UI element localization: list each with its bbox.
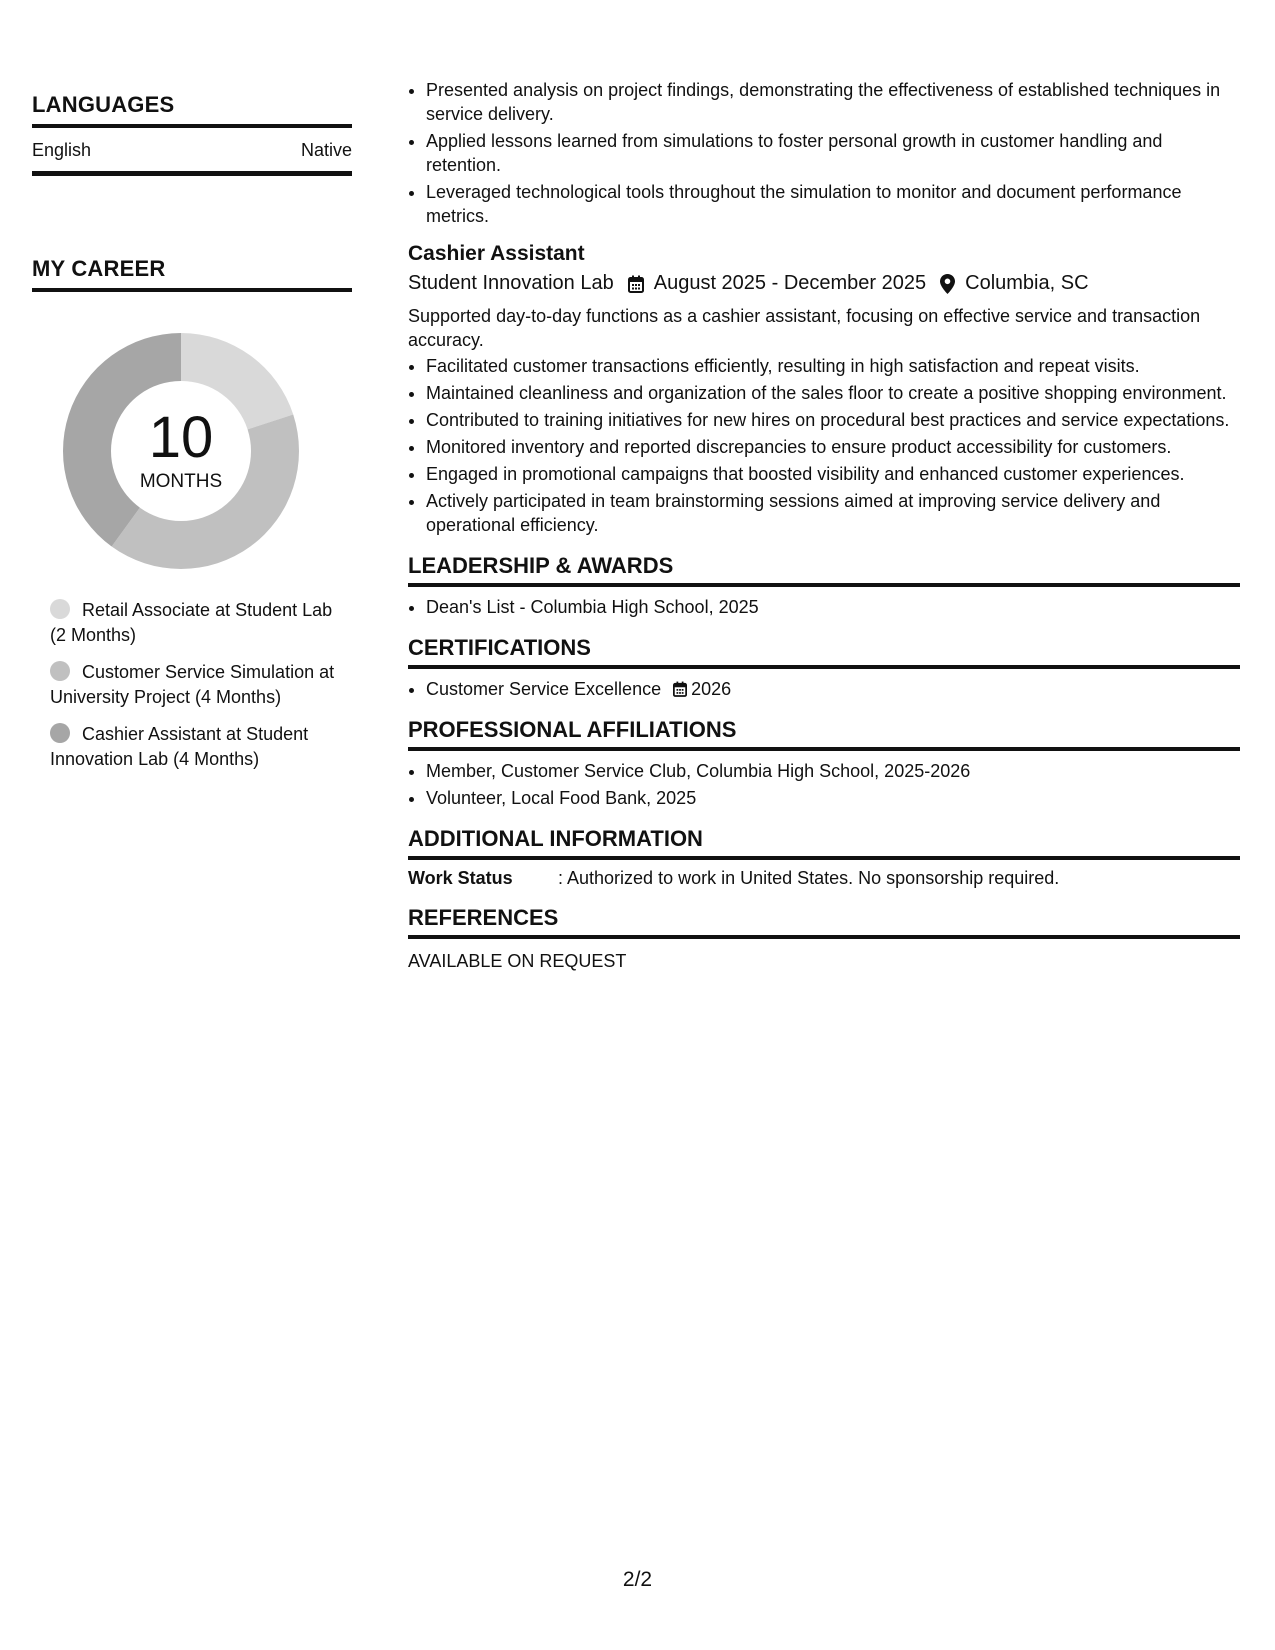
career-heading: MY CAREER [32,256,352,292]
list-item: • Actively participated in team brainstorming sessions aimed at improving service delivery and operational efficiency. [426,489,1240,537]
list-item: • Member, Customer Service Club, Columbia High School, 2025-2026 [426,759,1240,783]
certification-year: 2026 [691,679,732,699]
career-total-months: 10 [148,405,214,470]
leadership-section [408,553,1240,619]
list-item: • Applied lessons learned from simulations to foster personal growth in customer handling and retention. [426,129,1240,177]
references-text: AVAILABLE ON REQUEST [408,951,627,971]
list-item: • Monitored inventory and reported discrepancies to ensure product accessibility for customers. [426,435,1240,459]
donut-center [56,326,306,576]
right-column [408,78,1240,972]
legend-dot-icon [50,723,70,743]
certifications-list [408,677,1240,701]
additional-info-section [408,826,1240,889]
list-item: • Dean's List - Columbia High School, 2025 [426,595,1240,619]
additional-info-heading: ADDITIONAL INFORMATION [408,826,1240,860]
work-status-label: Work Status [408,868,513,888]
calendar-icon [673,681,687,697]
leadership-heading: LEADERSHIP & AWARDS [408,553,1240,587]
legend-label: Cashier Assistant at Student Innovation Lab (4 Months) [50,724,309,769]
certification-row [426,677,1240,701]
list-item: • Engaged in promotional campaigns that boosted visibility and enhanced customer experiences. [426,462,1240,486]
legend-item [50,660,350,710]
left-column [32,92,352,784]
list-item: • Maintained cleanliness and organization of the sales floor to create a positive shopping environment. [426,381,1240,405]
legend-item [50,722,350,772]
affiliations-heading: PROFESSIONAL AFFILIATIONS [408,717,1240,751]
languages-section [32,92,352,176]
map-pin-icon [940,274,955,294]
list-item: • Leveraged technological tools throughout the simulation to monitor and document performance metrics. [426,180,1240,228]
work-status-row [408,868,1240,889]
languages-heading: LANGUAGES [32,92,352,128]
list-item: • Volunteer, Local Food Bank, 2025 [426,786,1240,810]
legend-label: Retail Associate at Student Lab (2 Months) [50,600,333,645]
certification-name: • Customer Service Excellence [426,679,662,699]
calendar-icon [628,275,644,293]
job-entry [408,242,1240,537]
language-name: English [32,140,92,160]
career-legend [50,598,350,772]
affiliations-section [408,717,1240,810]
certifications-heading: CERTIFICATIONS [408,635,1240,669]
list-item [426,677,1240,701]
language-level: Native [300,140,352,160]
references-heading: REFERENCES [408,905,1240,939]
references-section [408,905,1240,972]
legend-dot-icon [50,661,70,681]
career-donut-chart [56,326,306,576]
legend-label: Customer Service Simulation at University Project (4 Months) [50,662,335,707]
certifications-section [408,635,1240,701]
leadership-list [408,595,1240,619]
job-bullets [408,354,1240,537]
list-item: • Facilitated customer transactions efficiently, resulting in high satisfaction and repeat visits. [426,354,1240,378]
career-total-unit: MONTHS [139,471,223,492]
job-summary: Supported day-to-day functions as a cashier assistant, focusing on effective service and transaction accuracy. [408,306,1201,350]
affiliations-list [408,759,1240,810]
job-company: Student Innovation Lab [408,272,614,294]
job-title: Cashier Assistant [408,242,585,265]
list-item: • Presented analysis on project findings, demonstrating the effectiveness of established techniques in service delivery. [426,78,1240,126]
language-row [32,128,352,176]
page-number: 2/2 [622,1568,653,1591]
job-location: Columbia, SC [965,272,1089,294]
career-section [32,256,352,772]
legend-dot-icon [50,599,70,619]
job-meta [408,272,1240,295]
list-item: • Contributed to training initiatives for new hires on procedural best practices and service expectations. [426,408,1240,432]
legend-item [50,598,350,648]
previous-job-bullets [408,78,1240,228]
work-status-value: : Authorized to work in United States. No sponsorship required. [558,868,1060,888]
job-dates: August 2025 - December 2025 [653,272,927,294]
